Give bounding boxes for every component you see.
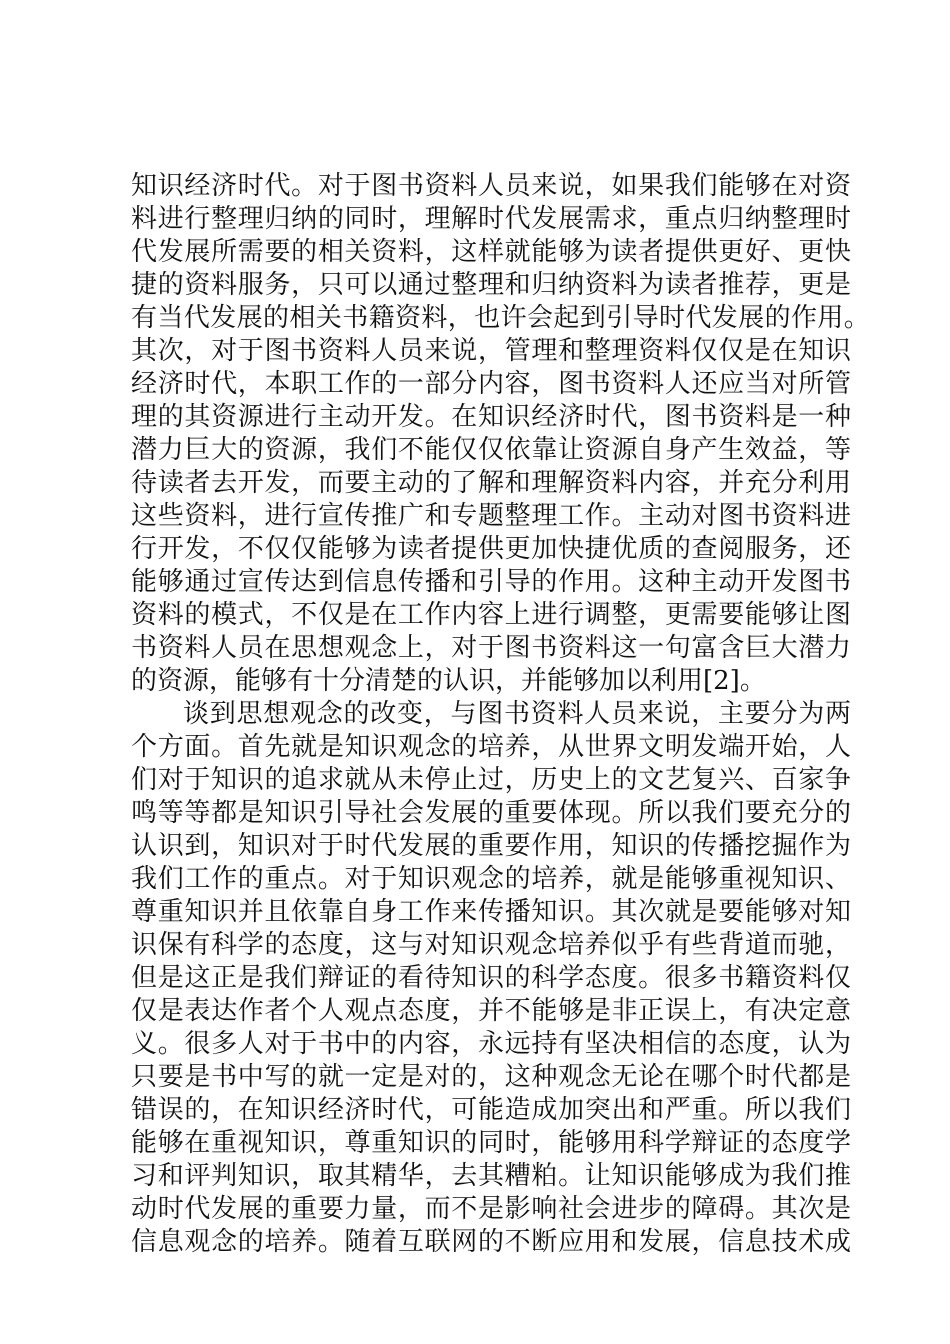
text-line: 尊重知识并且依靠自身工作来传播知识。其次就是要能够对知 [131,897,851,927]
text-line: 能够通过宣传达到信息传播和引导的作用。这种主动开发图书 [131,567,851,597]
text-line: 仅是表达作者个人观点态度，并不能够是非正误上，有决定意 [131,996,851,1026]
text-line: 资料的模式，不仅是在工作内容上进行调整，更需要能够让图 [131,600,851,630]
text-line: 信息观念的培养。随着互联网的不断应用和发展，信息技术成 [131,1227,851,1257]
text-line: 这些资料，进行宣传推广和专题整理工作。主动对图书资料进 [131,501,851,531]
text-line: 鸣等等都是知识引导社会发展的重要体现。所以我们要充分的 [131,798,851,828]
text-line: 习和评判知识，取其精华，去其糟粕。让知识能够成为我们推 [131,1161,851,1191]
text-line: 我们工作的重点。对于知识观念的培养，就是能够重视知识、 [131,864,851,894]
text-line: 书资料人员在思想观念上，对于图书资料这一句富含巨大潜力 [131,633,851,663]
body-text [131,170,871,1259]
text-line: 理的其资源进行主动开发。在知识经济时代，图书资料是一种 [131,402,851,432]
text-line: 认识到，知识对于时代发展的重要作用，知识的传播挖掘作为 [131,831,851,861]
text-line: 行开发，不仅仅能够为读者提供更加快捷优质的查阅服务，还 [131,534,851,564]
text-line: 动时代发展的重要力量，而不是影响社会进步的障碍。其次是 [131,1194,851,1224]
text-line: 有当代发展的相关书籍资料，也许会起到引导时代发展的作用。 [131,303,871,333]
text-line: 潜力巨大的资源，我们不能仅仅依靠让资源自身产生效益，等 [131,435,851,465]
text-line: 谈到思想观念的改变，与图书资料人员来说，主要分为两 [183,699,851,729]
text-line: 其次，对于图书资料人员来说，管理和整理资料仅仅是在知识 [131,336,851,366]
text-line: 代发展所需要的相关资料，这样就能够为读者提供更好、更快 [131,237,851,267]
text-line: 只要是书中写的就一定是对的，这种观念无论在哪个时代都是 [131,1062,851,1092]
text-line: 义。很多人对于书中的内容，永远持有坚决相信的态度，认为 [131,1029,851,1059]
text-line: 待读者去开发，而要主动的了解和理解资料内容，并充分利用 [131,468,851,498]
text-line: 们对于知识的追求就从未停止过，历史上的文艺复兴、百家争 [131,765,851,795]
text-line: 经济时代，本职工作的一部分内容，图书资料人还应当对所管 [131,369,851,399]
text-line: 错误的，在知识经济时代，可能造成加突出和严重。所以我们 [131,1095,851,1125]
text-line: 捷的资料服务，只可以通过整理和归纳资料为读者推荐，更是 [131,270,851,300]
text-line: 个方面。首先就是知识观念的培养，从世界文明发端开始，人 [131,732,851,762]
text-line: 料进行整理归纳的同时，理解时代发展需求，重点归纳整理时 [131,204,851,234]
text-line: 但是这正是我们辩证的看待知识的科学态度。很多书籍资料仅 [131,963,851,993]
text-line: 识保有科学的态度，这与对知识观念培养似乎有些背道而驰， [131,930,851,960]
text-line: 知识经济时代。对于图书资料人员来说，如果我们能够在对资 [131,171,851,201]
text-line: 能够在重视知识，尊重知识的同时，能够用科学辩证的态度学 [131,1128,851,1158]
text-line: 的资源，能够有十分清楚的认识，并能够加以利用[2]。 [131,666,766,696]
